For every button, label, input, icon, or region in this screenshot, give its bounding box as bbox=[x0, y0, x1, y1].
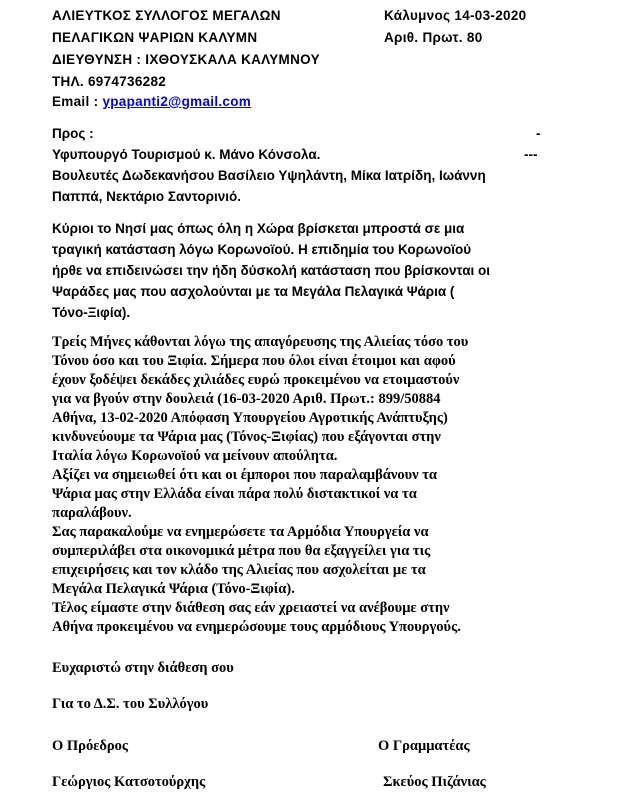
email-line bbox=[52, 94, 251, 109]
body-line: Τέλος είμαστε στην διάθεση σας εάν χρειαστεί να ανέβουμε στην bbox=[52, 600, 450, 616]
body-line: Αξίζει να σημειωθεί ότι και οι έμποροι που παραλαμβάνουν τα bbox=[52, 467, 437, 483]
thanks-line: Ευχαριστώ στην διάθεση σου bbox=[52, 660, 234, 676]
president-title: Ο Πρόεδρος bbox=[52, 738, 129, 754]
body-line: παραλάβουν. bbox=[52, 505, 132, 521]
address-line: ΔΙΕΥΘΥΝΣΗ : ΙΧΘΟΥΣΚΑΛΑ ΚΑΛΥΜΝΟΥ bbox=[52, 52, 320, 67]
association-name-line2: ΠΕΛΑΓΙΚΩΝ ΨΑΡΙΩΝ ΚΑΛΥΜΝ bbox=[52, 30, 258, 45]
body-line: Σας παρακαλούμε να ενημερώσετε τα Αρμόδια Υπουργεία να bbox=[52, 524, 429, 540]
phone-line: ΤΗΛ. 6974736282 bbox=[52, 74, 167, 89]
protocol-number: Αριθ. Πρωτ. 80 bbox=[384, 30, 483, 45]
date-line: Κάλυμνος 14-03-2020 bbox=[384, 8, 527, 23]
body-line: Αθήνα προκειμένου να ενημερώσουμε τους αρμόδιους Υπουργούς. bbox=[52, 619, 461, 635]
body-line: Ψάρια μας στην Ελλάδα είναι πάρα πολύ διστακτικοί να τα bbox=[52, 486, 417, 502]
body-line: Ιταλία λόγω Κορωνοϊού να μείνουν απούλητα. bbox=[52, 448, 338, 464]
body-line: Τόνου όσο και του Ξιφία. Σήμερα που όλοι είναι έτοιμοι και αφού bbox=[52, 353, 456, 369]
recipients-dash-1: - bbox=[536, 126, 541, 141]
body-line: έχουν ξοδέψει δεκάδες χιλιάδες ευρώ προκειμένου να ετοιμαστούν bbox=[52, 372, 460, 388]
recipient-line-3: Παππά, Νεκτάριο Σαντορινιό. bbox=[52, 189, 242, 204]
secretary-name: Σκεύος Πιζάνιας bbox=[383, 774, 486, 790]
association-name-line1: ΑΛΙΕΥΤΚΟΣ ΣΥΛΛΟΓΟΣ ΜΕΓΑΛΩΝ bbox=[52, 8, 281, 23]
body-line: για να βγούν στην δουλειά (16-03-2020 Αριθ. Πρωτ.: 899/50884 bbox=[52, 391, 441, 407]
secretary-title: Ο Γραμματέας bbox=[378, 738, 470, 754]
body-line: κινδυνεύουμε τα Ψάρια μας (Τόνος-Ξιφίας) που εξάγονται στην bbox=[52, 429, 441, 445]
on-behalf-line: Για το Δ.Σ. του Συλλόγου bbox=[52, 696, 209, 712]
recipient-line-1: Υφυπουργό Τουρισμού κ. Μάνο Κόνσολα. bbox=[52, 147, 321, 162]
intro-line: Κύριοι το Νησί μας όπως όλη η Χώρα βρίσκεται μπροστά σε μια bbox=[52, 221, 465, 236]
recipients-label: Προς : bbox=[52, 126, 94, 141]
recipients-dash-2: --- bbox=[524, 147, 538, 162]
intro-line: Τόνο-Ξιφία). bbox=[52, 305, 131, 320]
body-line: επιχειρήσεις και τον κλάδο της Αλιείας που ασχολείται με τα bbox=[52, 562, 426, 578]
email-label: Email : bbox=[52, 94, 99, 109]
intro-line: τραγική κατάσταση λόγω Κορωνοϊού. Η επιδημία του Κορωνοϊού bbox=[52, 242, 472, 257]
email-link[interactable]: ypapanti2@gmail.com bbox=[102, 94, 252, 109]
body-line: Αθήνα, 13-02-2020 Απόφαση Υπουργείου Αγροτικής Ανάπτυξης) bbox=[52, 410, 448, 426]
intro-line: Ψαράδες μας που ασχολούνται με τα Μεγάλα Πελαγικά Ψάρια ( bbox=[52, 284, 455, 299]
body-line: συμπεριλάβει στα οικονομικά μέτρα που θα εξαγγείλει για τις bbox=[52, 543, 431, 559]
president-name: Γεώργιος Κατσοτούρχης bbox=[52, 774, 206, 790]
body-line: Τρείς Μήνες κάθονται λόγω της απαγόρευσης της Αλιείας τόσο του bbox=[52, 334, 469, 350]
recipient-line-2: Βουλευτές Δωδεκανήσου Βασίλειο Υψηλάντη, Μίκα Ιατρίδη, Ιωάννη bbox=[52, 168, 486, 183]
body-line: Μεγάλα Πελαγικά Ψάρια (Τόνο-Ξιφία). bbox=[52, 581, 295, 597]
intro-line: ήρθε να επιδεινώσει την ήδη δύσκολή κατάσταση που βρίσκονται οι bbox=[52, 263, 490, 278]
